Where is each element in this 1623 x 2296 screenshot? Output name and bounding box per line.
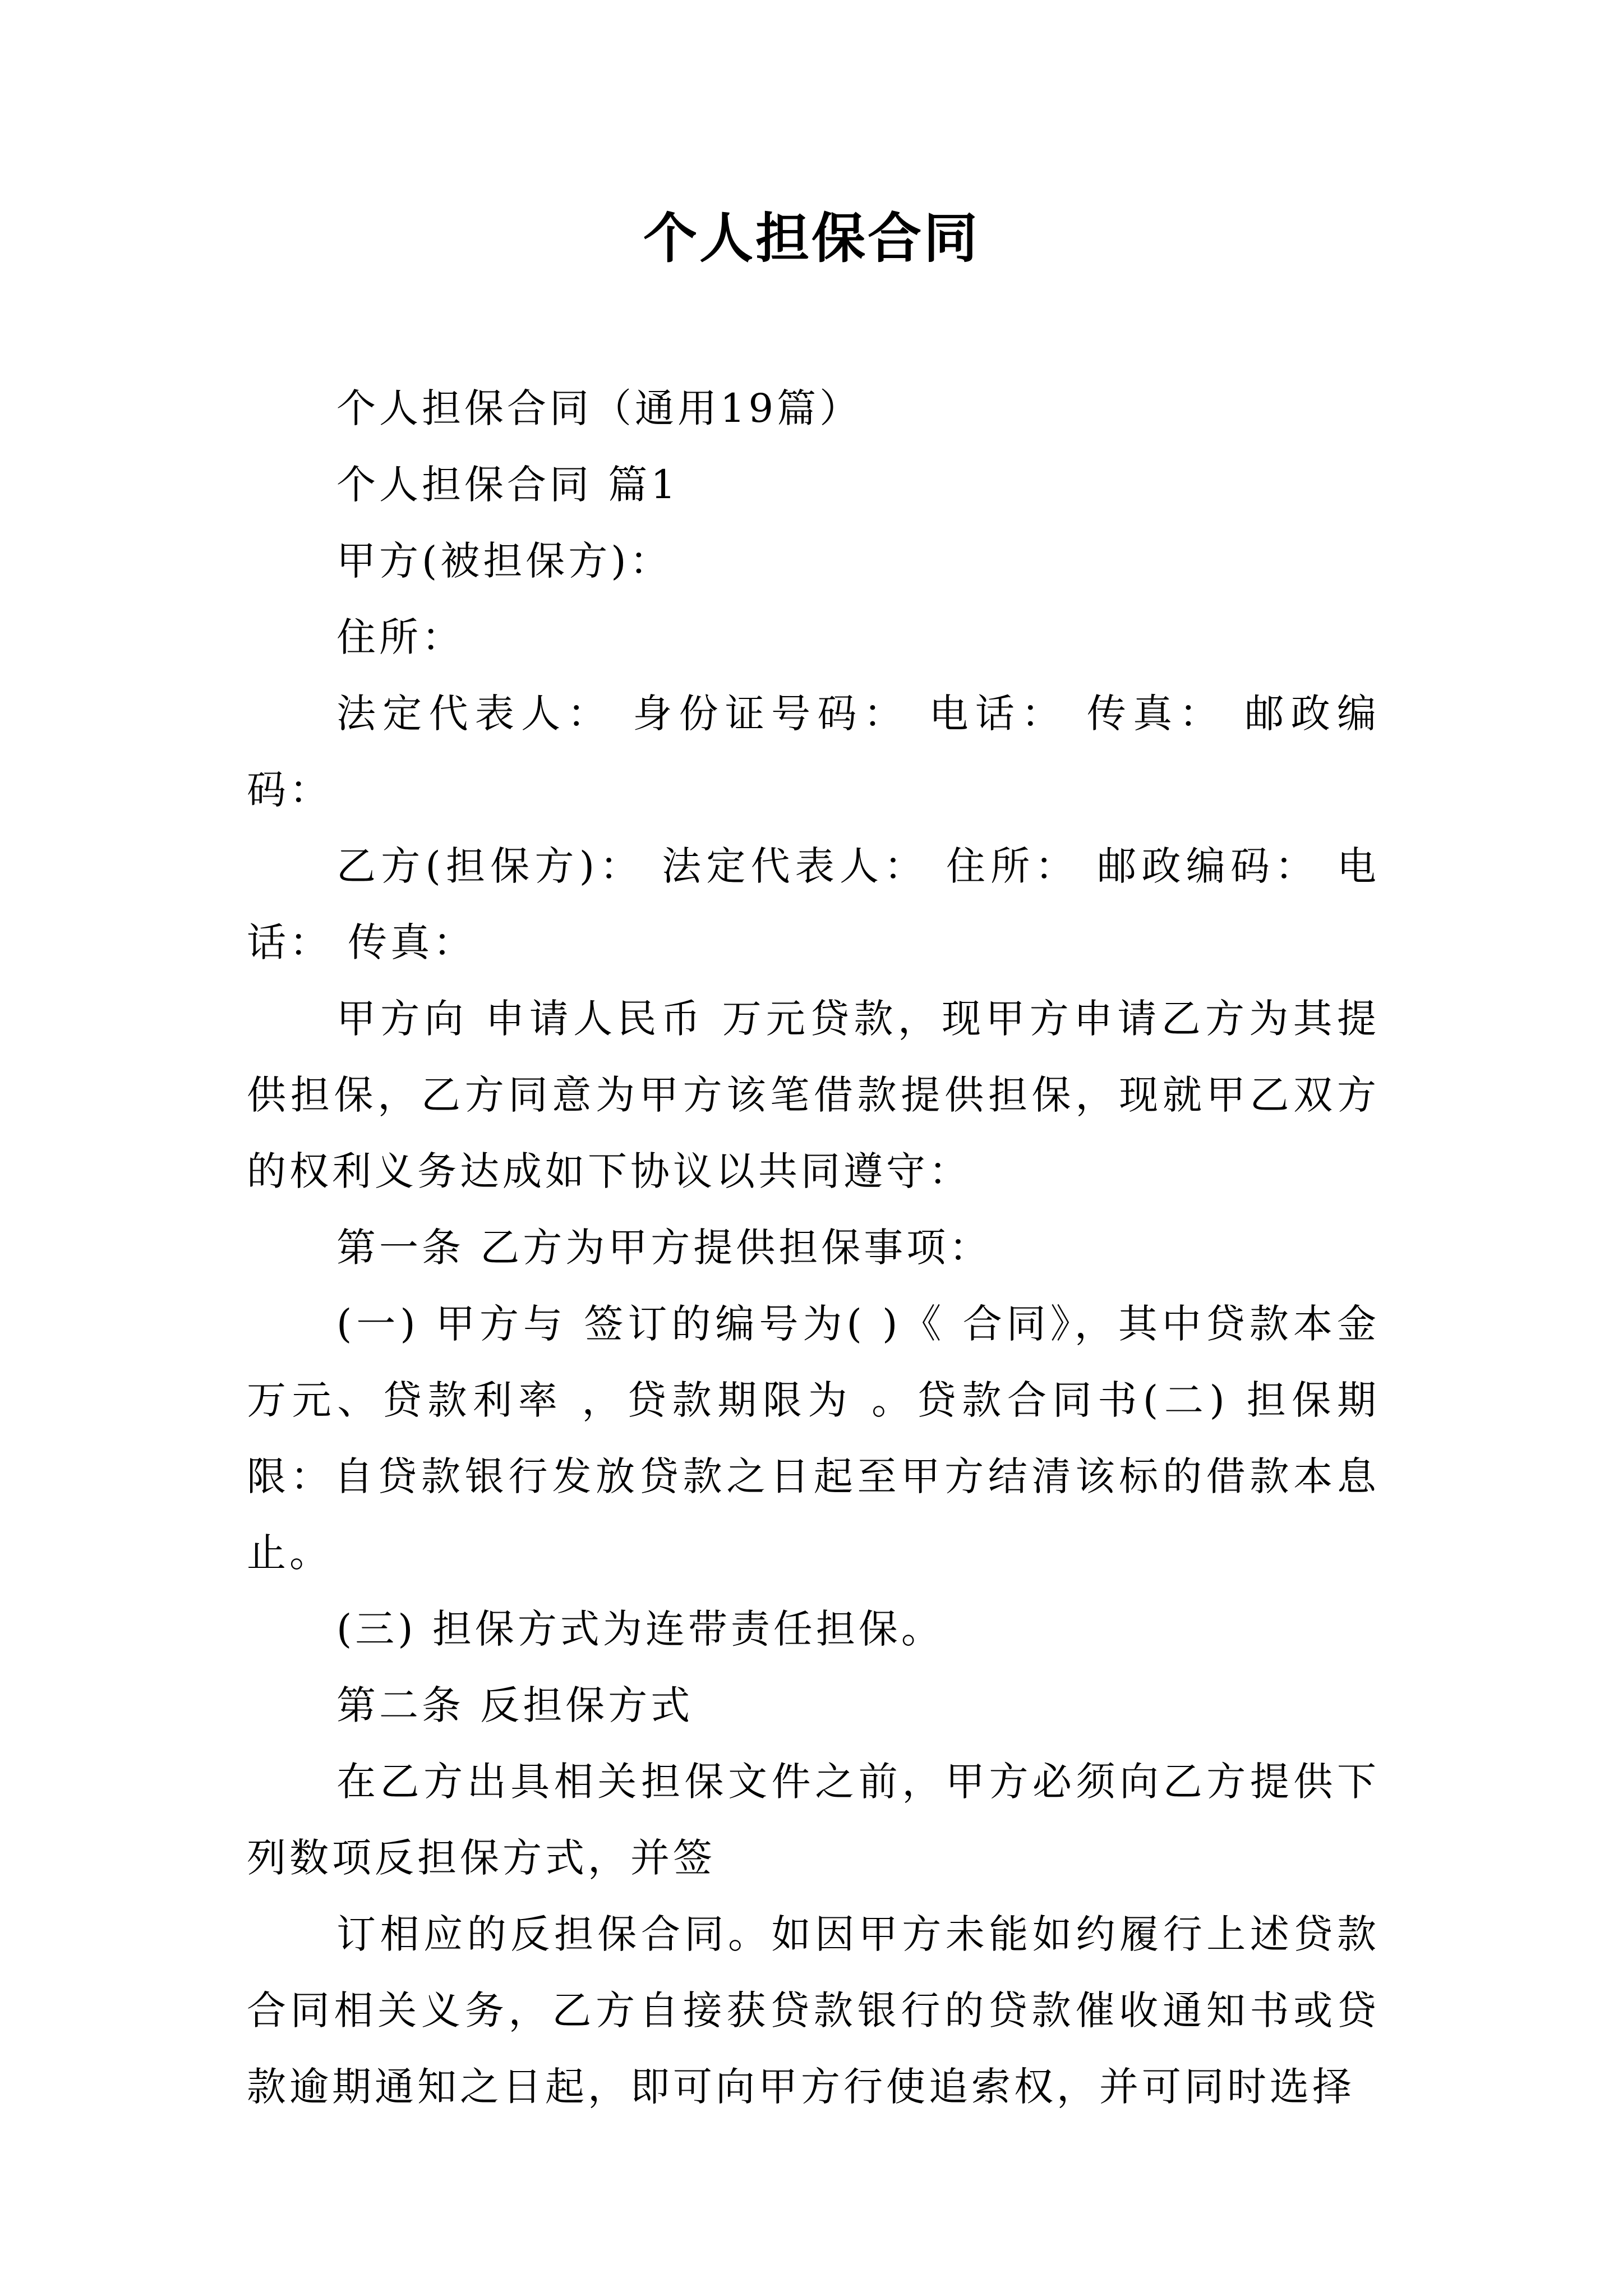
- paragraph-article-2-body: 在乙方出具相关担保文件之前，甲方必须向乙方提供下列数项反担保方式，并签: [247, 1759, 1380, 1881]
- document-title: 个人担保合同: [643, 206, 980, 270]
- paragraph-preamble: 甲方向 申请人民币 万元贷款，现甲方申请乙方为其提供担保，乙方同意为甲方该笔借款提供担保，现就甲乙双方的权利义务达成如下协议以共同遵守：: [247, 996, 1380, 1194]
- paragraph-party-a: 甲方(被担保方)：: [336, 538, 672, 584]
- paragraph-clause-1-2: (一) 甲方与 签订的编号为( )《 合同》，其中贷款本金 万元、贷款利率 ，贷款期限为 。贷款合同书(二) 担保期限：自贷款银行发放贷款之日起至甲方结清该标的借款本息止。: [247, 1301, 1380, 1576]
- paragraph-section-heading: 个人担保合同 篇1: [336, 462, 679, 508]
- paragraph-party-b: 乙方(担保方)： 法定代表人： 住所： 邮政编码： 电话： 传真：: [247, 843, 1380, 965]
- paragraph-subtitle: 个人担保合同（通用19篇）: [336, 385, 863, 431]
- paragraph-party-a-details: 法定代表人： 身份证号码： 电话： 传真： 邮政编码：: [247, 691, 1380, 813]
- paragraph-article-2-continued: 订相应的反担保合同。如因甲方未能如约履行上述贷款合同相关义务，乙方自接获贷款银行的贷款催收通知书或贷款逾期通知之日起，即可向甲方行使追索权，并可同时选择: [247, 1911, 1380, 2110]
- paragraph-clause-3: (三) 担保方式为连带责任担保。: [336, 1606, 944, 1652]
- paragraph-article-1: 第一条 乙方为甲方提供担保事项：: [336, 1225, 992, 1271]
- document-body: [247, 370, 1380, 2125]
- paragraph-address: 住所：: [336, 614, 464, 660]
- paragraph-article-2: 第二条 反担保方式: [336, 1682, 694, 1728]
